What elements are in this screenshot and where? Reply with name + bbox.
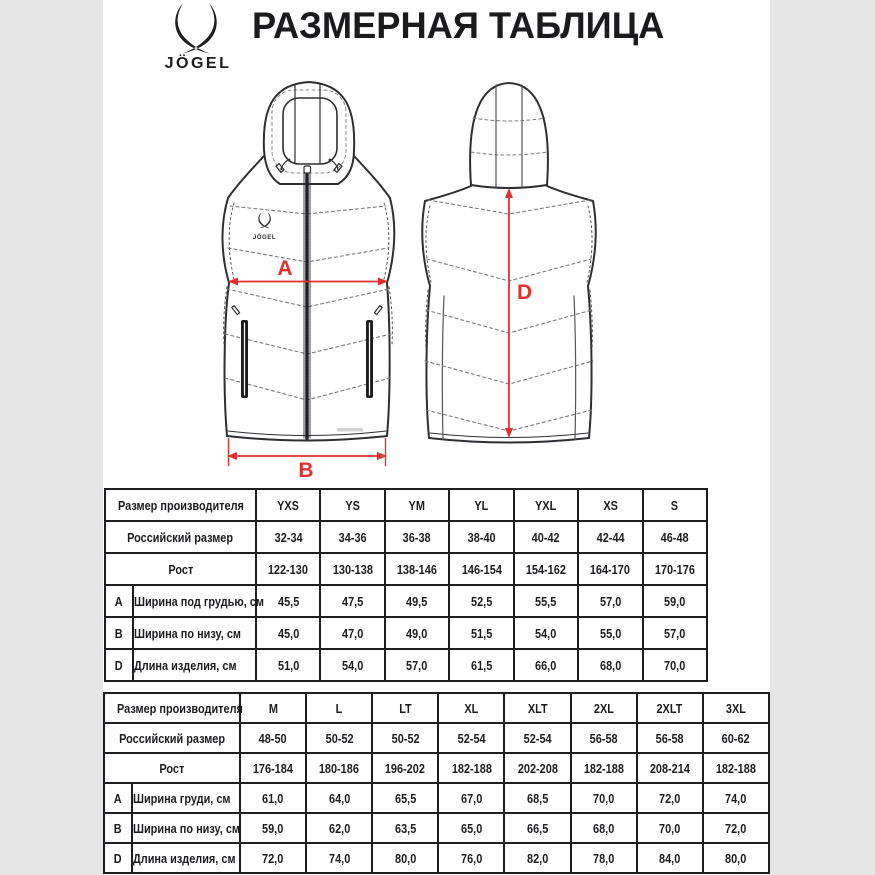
header-row xyxy=(105,553,707,585)
measure-row xyxy=(104,813,769,843)
label-b: B xyxy=(298,459,314,482)
measure-value: 45,5 xyxy=(256,585,320,617)
pocket-left xyxy=(232,306,248,398)
vest-technical-drawing xyxy=(188,75,608,490)
measure-value: 66,0 xyxy=(514,649,578,681)
measure-value: 61,5 xyxy=(449,649,513,681)
right-gray-band xyxy=(770,0,875,875)
measure-value: 70,0 xyxy=(643,649,707,681)
size-value: 202-208 xyxy=(504,753,570,783)
measure-letter: D xyxy=(105,649,133,681)
label-d: D xyxy=(517,281,533,304)
zipper xyxy=(304,166,311,438)
measure-value: 49,5 xyxy=(385,585,449,617)
measure-value: 72,0 xyxy=(637,783,703,813)
measure-value: 82,0 xyxy=(504,843,570,873)
measure-value: 51,5 xyxy=(449,617,513,649)
measurement-marks xyxy=(227,188,532,482)
size-value: 130-138 xyxy=(320,553,384,585)
size-value: 2XLT xyxy=(637,693,703,723)
size-value: 56-58 xyxy=(637,723,703,753)
size-value: 36-38 xyxy=(385,521,449,553)
measure-label: Ширина по низу, см xyxy=(133,617,256,649)
size-value: 122-130 xyxy=(256,553,320,585)
size-value: 32-34 xyxy=(256,521,320,553)
size-value: M xyxy=(240,693,306,723)
measure-letter: A xyxy=(105,585,133,617)
measure-row xyxy=(105,617,707,649)
measure-row xyxy=(105,649,707,681)
vest-front-drawing xyxy=(222,82,394,441)
measure-value: 65,5 xyxy=(372,783,438,813)
size-value: 50-52 xyxy=(306,723,372,753)
measure-label: Ширина груди, см xyxy=(132,783,240,813)
size-value: S xyxy=(643,489,707,521)
zipper-slider xyxy=(304,166,311,173)
size-value: 52-54 xyxy=(504,723,570,753)
size-value: 182-188 xyxy=(571,753,637,783)
measure-row xyxy=(104,843,769,873)
size-value: 138-146 xyxy=(385,553,449,585)
measure-value: 67,0 xyxy=(438,783,504,813)
measure-value: 57,0 xyxy=(578,585,642,617)
size-value: 196-202 xyxy=(372,753,438,783)
measure-value: 61,0 xyxy=(240,783,306,813)
size-value: 176-184 xyxy=(240,753,306,783)
size-value: 208-214 xyxy=(637,753,703,783)
brand-wordmark: JÖGEL xyxy=(164,55,232,72)
measure-value: 57,0 xyxy=(643,617,707,649)
measure-value: 63,5 xyxy=(372,813,438,843)
size-table-adult xyxy=(103,692,770,874)
size-value: 182-188 xyxy=(703,753,769,783)
garment-logo-text: JÖGEL xyxy=(252,235,277,241)
header-row xyxy=(104,723,769,753)
measure-label: Длина изделия, см xyxy=(132,843,240,873)
size-value: YM xyxy=(385,489,449,521)
measure-value: 52,5 xyxy=(449,585,513,617)
drawstring-left xyxy=(276,159,290,173)
measure-value: 68,5 xyxy=(504,783,570,813)
measure-value: 62,0 xyxy=(306,813,372,843)
size-value: 170-176 xyxy=(643,553,707,585)
measure-value: 66,5 xyxy=(504,813,570,843)
measure-value: 84,0 xyxy=(637,843,703,873)
jogel-logo-icon xyxy=(168,2,224,55)
garment-chest-logo xyxy=(253,213,276,241)
size-value: 60-62 xyxy=(703,723,769,753)
size-value: 154-162 xyxy=(514,553,578,585)
size-value: 146-154 xyxy=(449,553,513,585)
measure-letter: A xyxy=(104,783,132,813)
row-label: Российский размер xyxy=(104,723,240,753)
size-value: LT xyxy=(372,693,438,723)
size-value: 50-52 xyxy=(372,723,438,753)
size-value: 52-54 xyxy=(438,723,504,753)
measure-letter: D xyxy=(104,843,132,873)
measure-value: 64,0 xyxy=(306,783,372,813)
left-gray-band xyxy=(0,0,103,875)
size-value: 3XL xyxy=(703,693,769,723)
measure-value: 74,0 xyxy=(703,783,769,813)
measure-letter: B xyxy=(105,617,133,649)
pocket-right xyxy=(366,306,382,398)
size-value: 182-188 xyxy=(438,753,504,783)
measure-value: 78,0 xyxy=(571,843,637,873)
measure-value: 51,0 xyxy=(256,649,320,681)
size-table-youth xyxy=(104,488,708,682)
row-label: Российский размер xyxy=(105,521,256,553)
size-value: YL xyxy=(449,489,513,521)
measure-value: 80,0 xyxy=(703,843,769,873)
measure-value: 45,0 xyxy=(256,617,320,649)
size-value: 180-186 xyxy=(306,753,372,783)
measure-value: 47,0 xyxy=(320,617,384,649)
measure-value: 47,5 xyxy=(320,585,384,617)
size-value: L xyxy=(306,693,372,723)
measure-value: 68,0 xyxy=(571,813,637,843)
size-value: XL xyxy=(438,693,504,723)
measure-value: 72,0 xyxy=(240,843,306,873)
measure-label: Ширина по низу, см xyxy=(132,813,240,843)
size-value: 56-58 xyxy=(571,723,637,753)
row-label: Рост xyxy=(105,553,256,585)
measure-letter: B xyxy=(104,813,132,843)
size-value: 46-48 xyxy=(643,521,707,553)
measure-value: 54,0 xyxy=(514,617,578,649)
measurement-arrow-b xyxy=(227,438,387,482)
fabric-print-watermark xyxy=(337,428,363,432)
size-value: 48-50 xyxy=(240,723,306,753)
size-value: 40-42 xyxy=(514,521,578,553)
row-label: Размер производителя xyxy=(105,489,256,521)
measure-value: 59,0 xyxy=(643,585,707,617)
row-label: Размер производителя xyxy=(104,693,240,723)
size-value: 34-36 xyxy=(320,521,384,553)
header-row xyxy=(105,521,707,553)
measure-value: 74,0 xyxy=(306,843,372,873)
size-value: XLT xyxy=(504,693,570,723)
measure-value: 49,0 xyxy=(385,617,449,649)
row-label: Рост xyxy=(104,753,240,783)
measure-label: Длина изделия, см xyxy=(133,649,256,681)
measure-value: 72,0 xyxy=(703,813,769,843)
measure-value: 70,0 xyxy=(571,783,637,813)
measure-value: 80,0 xyxy=(372,843,438,873)
size-value: 2XL xyxy=(571,693,637,723)
drawstring-right xyxy=(329,159,342,173)
measure-value: 76,0 xyxy=(438,843,504,873)
header-row xyxy=(105,489,707,521)
size-value: YXS xyxy=(256,489,320,521)
size-value: 38-40 xyxy=(449,521,513,553)
header-row xyxy=(104,693,769,723)
back-hood xyxy=(470,83,548,188)
measure-value: 57,0 xyxy=(385,649,449,681)
measure-row xyxy=(105,585,707,617)
header-row xyxy=(104,753,769,783)
measure-value: 55,5 xyxy=(514,585,578,617)
measure-value: 65,0 xyxy=(438,813,504,843)
measurement-arrow-d xyxy=(505,188,532,438)
measure-label: Ширина под грудью, см xyxy=(133,585,256,617)
size-value: YS xyxy=(320,489,384,521)
measure-value: 70,0 xyxy=(637,813,703,843)
page-title: РАЗМЕРНАЯ ТАБЛИЦА xyxy=(252,5,665,46)
size-value: XS xyxy=(578,489,642,521)
size-value: 164-170 xyxy=(578,553,642,585)
measure-value: 59,0 xyxy=(240,813,306,843)
measure-value: 54,0 xyxy=(320,649,384,681)
measure-row xyxy=(104,783,769,813)
measure-value: 68,0 xyxy=(578,649,642,681)
label-a: A xyxy=(277,257,293,280)
size-value: YXL xyxy=(514,489,578,521)
measure-value: 55,0 xyxy=(578,617,642,649)
size-value: 42-44 xyxy=(578,521,642,553)
